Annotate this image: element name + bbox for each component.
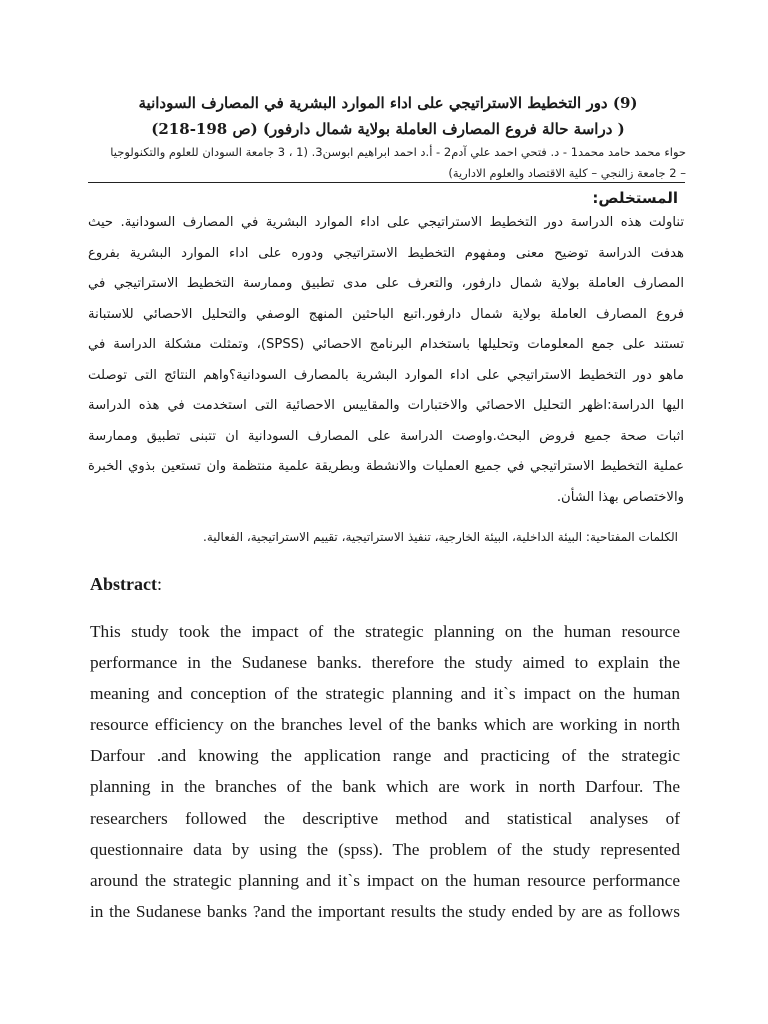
english-abstract-line: resource efficiency on the branches level of the banks which are working in north [90, 715, 680, 735]
arabic-abstract-line: فروع المصارف العاملة بولاية شمال دارفور.اتبع الباحثين المنهج الوصفي والتحليل الاحصائي للاستبانة [88, 306, 684, 322]
affiliation-line: – 2 جامعة زالنجي – كلية الاقتصاد والعلوم الادارية) [448, 166, 686, 180]
arabic-abstract-line: تستند على جمع المعلومات وتحليلها باستخدام البرنامج الاحصائي (SPSS)، وتمثلت مشكلة الدراسة في [88, 337, 685, 352]
english-abstract-line: meaning and conception of the strategic planning and it`s impact on the human [90, 684, 680, 704]
arabic-abstract-heading: المستخلص: [592, 189, 678, 207]
english-abstract-line: around the strategic planning and it`s impact on the human resource performance [90, 870, 680, 890]
english-abstract-line: performance in the Sudanese banks. therefore the study aimed to explain the [90, 653, 680, 673]
arabic-abstract-line: اليها الدراسة:اظهر التحليل الاحصائي والاختبارات والمقاييس الاحصائية التى استخدمت في هذه الدراسة [88, 398, 684, 413]
paper-title: (9) دور التخطيط الاستراتيجي على اداء الموارد البشرية في المصارف السودانية [138, 94, 638, 112]
arabic-abstract-line: المصارف العاملة بولاية شمال دارفور، والتعرف على مدى تطبيق وممارسة التخطيط الاستراتيجي في [88, 276, 684, 291]
abstract-heading-colon: : [156, 574, 162, 594]
authors-line: حواء محمد حامد محمد1 - د. فتحي احمد علي آدم2 - أ.د احمد ابراهيم ابوسن3. (1 ، 3 جامعة السودان للعلوم والتكنولوجيا [110, 145, 686, 159]
english-abstract-heading [90, 572, 162, 596]
arabic-abstract-line: ماهو دور التخطيط الاستراتيجي على اداء الموارد البشرية بالمصارف السودانية؟واهم النتائج التى توصلت [88, 367, 684, 383]
arabic-abstract-body [88, 208, 684, 513]
english-abstract-body [90, 616, 680, 927]
paper-subtitle: ( دراسة حالة فروع المصارف العاملة بولاية شمال دارفور) (ص 198-218) [151, 120, 625, 138]
english-abstract-line: Darfour .and knowing the application range and practicing of the strategic [90, 746, 680, 766]
abstract-heading-text: Abstract [90, 574, 157, 594]
arabic-abstract-line: اثبات صحة جميع فروض البحث.واوصت الدراسة على المصارف السودانية ان تتبنى تطبيق وممارسة [88, 428, 684, 444]
english-abstract-line: planning in the branches of the bank which are work in north Darfour. The [90, 777, 680, 797]
arabic-abstract-line: والاختصاص بهذا الشأن. [556, 489, 684, 505]
arabic-abstract-line: هدفت الدراسة توضيح معنى ومفهوم التخطيط الاستراتيجي ودوره على اداء الموارد البشرية بفروع [88, 245, 684, 261]
english-abstract-line: questionnaire data by using the (spss). The problem of the study represented [90, 839, 680, 859]
arabic-abstract-line: عملية التخطيط الاستراتيجي في جميع العمليات والانشطة وبطريقة علمية منتظمة وان تستعين بذوي الخبرة [88, 459, 684, 474]
header-divider [88, 182, 685, 183]
keywords: الكلمات المفتاحية: البيئة الداخلية، البيئة الخارجية، تنفيذ الاستراتيجية، تقييم الاستراتيجية، الفعالية. [203, 530, 678, 544]
english-abstract-line: researchers followed the descriptive method and statistical analyses of [90, 808, 680, 828]
english-abstract-line: in the Sudanese banks ?and the important results the study ended by are as follows [90, 901, 680, 921]
english-abstract-line: This study took the impact of the strategic planning on the human resource [90, 622, 680, 641]
arabic-abstract-line: تناولت هذه الدراسة دور التخطيط الاستراتيجي على اداء الموارد البشرية في المصارف السودانية. حيث [88, 215, 684, 230]
